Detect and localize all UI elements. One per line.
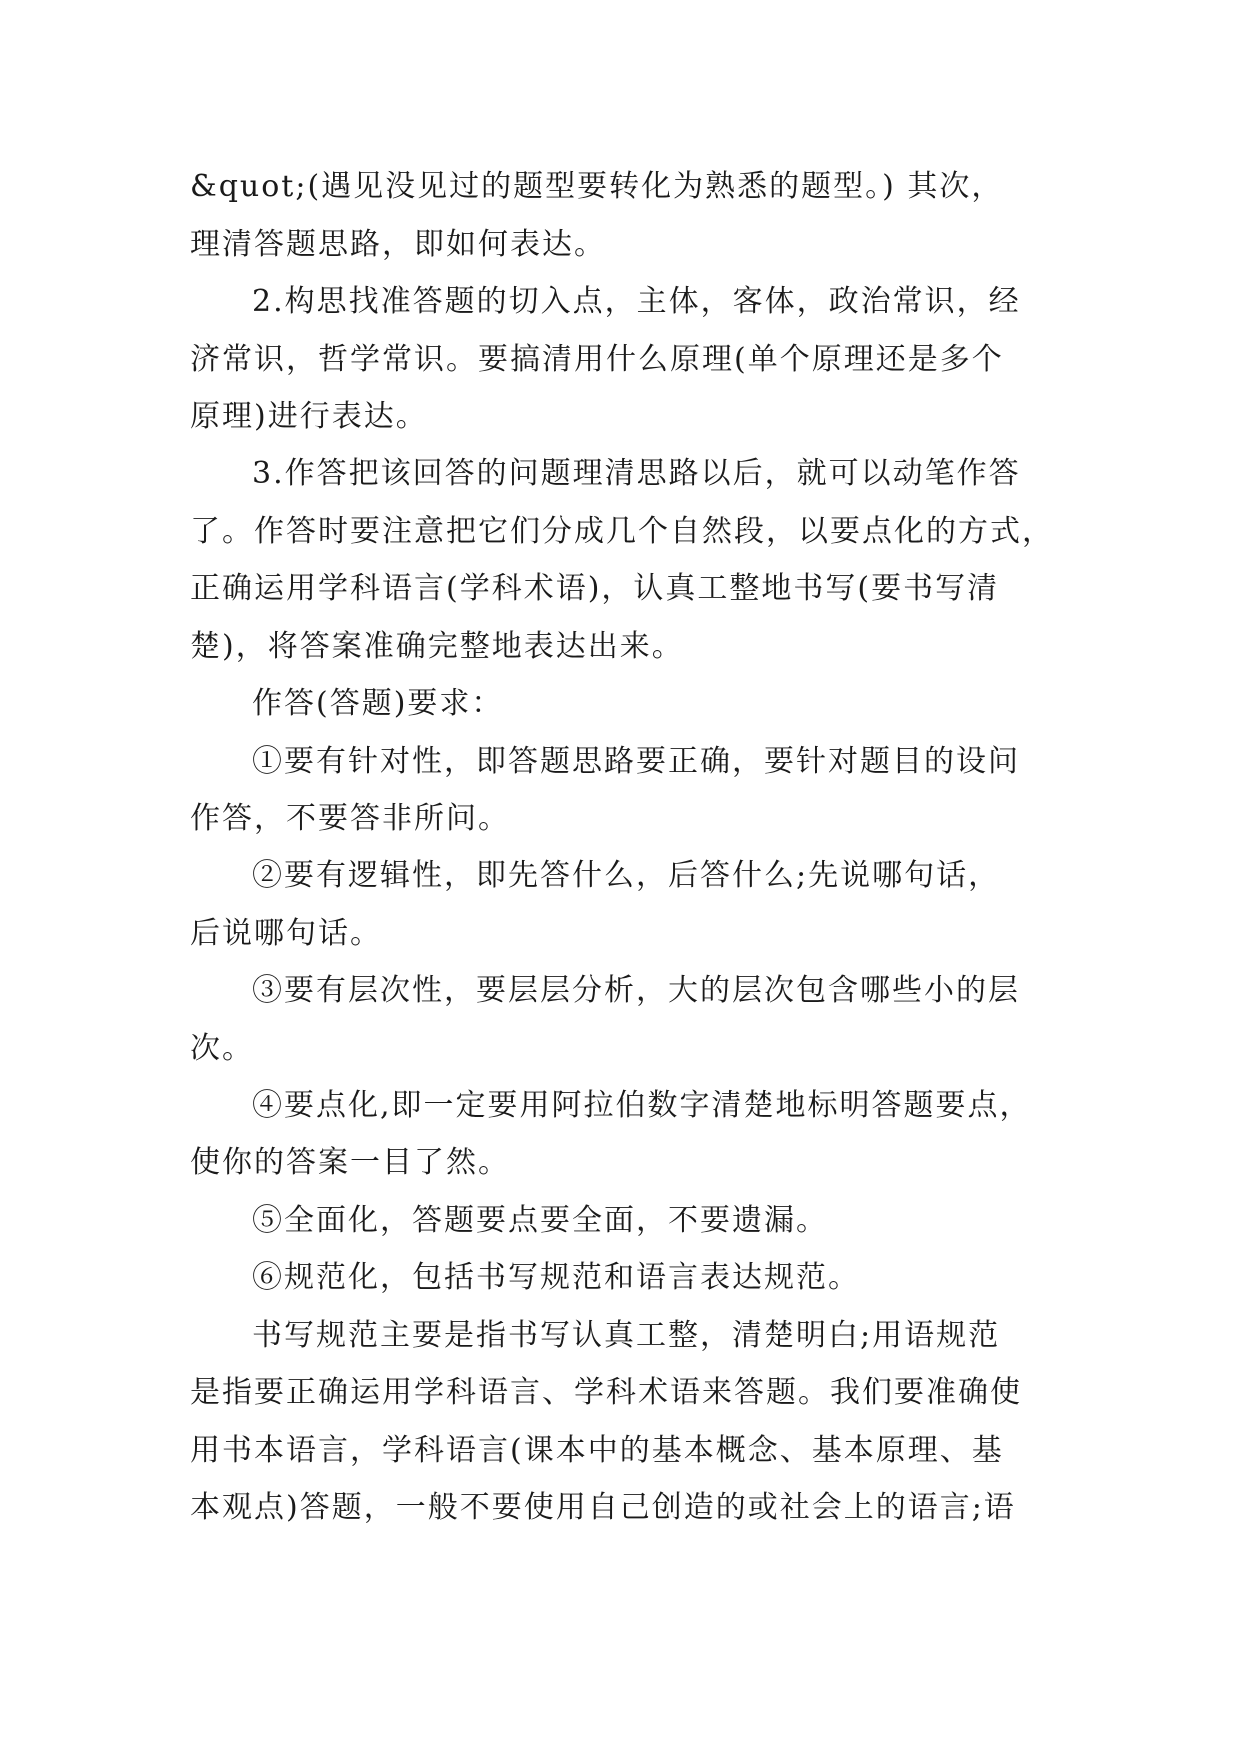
text-line: ⑤全面化，答题要点要全面，不要遗漏。 (252, 1203, 828, 1238)
text-line: 济常识，哲学常识。要搞清用什么原理(单个原理还是多个 (190, 342, 1004, 377)
text-line: 2.构思找准答题的切入点，主体，客体，政治常识，经 (252, 284, 1021, 319)
text-line: 次。 (190, 1031, 254, 1066)
text-line: 作答，不要答非所问。 (190, 801, 510, 836)
text-line: ②要有逻辑性，即先答什么，后答什么;先说哪句话， (252, 858, 1001, 893)
text-line: 了。作答时要注意把它们分成几个自然段，以要点化的方式， (190, 514, 1054, 549)
text-line: 用书本语言，学科语言(课本中的基本概念、基本原理、基 (190, 1433, 1004, 1468)
text-line: 理清答题思路，即如何表达。 (190, 227, 606, 262)
text-line: ③要有层次性，要层层分析，大的层次包含哪些小的层 (252, 973, 1020, 1008)
text-line: 3.作答把该回答的问题理清思路以后，就可以动笔作答 (252, 456, 1021, 491)
text-line: ④要点化,即一定要用阿拉伯数字清楚地标明答题要点， (252, 1088, 1032, 1123)
text-line: &quot;(遇见没见过的题型要转化为熟悉的题型。) 其次， (190, 169, 1004, 204)
text-line: 是指要正确运用学科语言、学科术语来答题。我们要准确使 (190, 1375, 1022, 1410)
text-line: 本观点)答题，一般不要使用自己创造的或社会上的语言;语 (190, 1490, 1016, 1525)
text-line: 楚)，将答案准确完整地表达出来。 (190, 629, 684, 664)
text-line: 原理)进行表达。 (190, 399, 428, 434)
text-line: 使你的答案一目了然。 (190, 1145, 510, 1180)
text-line: 书写规范主要是指书写认真工整，清楚明白;用语规范 (252, 1318, 1001, 1353)
text-line: ①要有针对性，即答题思路要正确，要针对题目的设问 (252, 744, 1020, 779)
text-line: 正确运用学科语言(学科术语)，认真工整地书写(要书写清 (190, 571, 1000, 606)
text-line: ⑥规范化，包括书写规范和语言表达规范。 (252, 1260, 860, 1295)
text-line: 后说哪句话。 (190, 916, 382, 951)
text-line: 作答(答题)要求： (252, 686, 504, 721)
